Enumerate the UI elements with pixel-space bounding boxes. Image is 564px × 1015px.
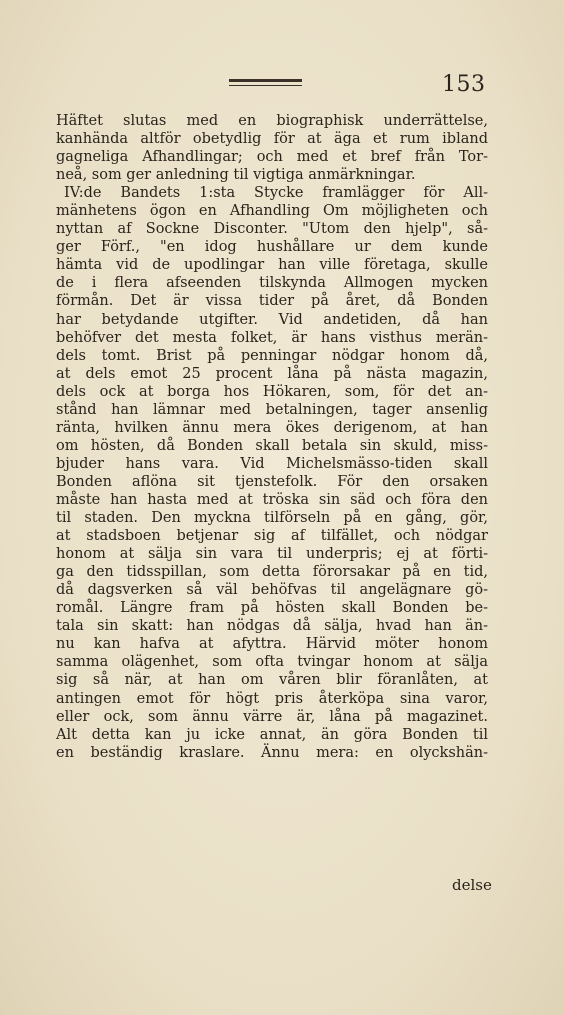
- page-number: 153: [442, 72, 486, 97]
- catchword: delse: [452, 876, 492, 894]
- text-line: nu kan hafva at afyttra. Härvid möter honom: [56, 636, 488, 653]
- text-line: behöfver det mesta folket, är hans visthus merän-: [56, 329, 488, 346]
- text-line: hämta vid de upodlingar han ville företaga, skulle: [56, 257, 488, 274]
- text-line: at dels emot 25 procent låna på nästa magazin,: [56, 365, 488, 382]
- text-line: romål. Längre fram på hösten skall Bonden be-: [56, 600, 488, 617]
- text-line: til staden. Den myckna tilförseln på en gång, gör,: [56, 510, 488, 527]
- text-line: honom at sälja sin vara til underpris; ej at förti-: [56, 546, 488, 563]
- text-line: Häftet slutas med en biographisk underrättelse,: [56, 113, 488, 129]
- text-line: tala sin skatt: han nödgas då sälja, hvad han än-: [56, 618, 488, 635]
- text-line: antingen emot för högt pris återköpa sina varor,: [56, 690, 488, 707]
- text-line: ger Förf., "en idog hushållare ur dem kunde: [56, 239, 488, 256]
- text-line: dels ock at borga hos Hökaren, som, för det an-: [56, 383, 488, 400]
- text-line: förmån. Det är vissa tider på året, då Bonden: [56, 293, 488, 310]
- text-line: eller ock, som ännu värre är, låna på magazinet.: [56, 708, 488, 725]
- text-line: om hösten, då Bonden skall betala sin skuld, miss-: [56, 437, 488, 454]
- text-line: dels tomt. Brist på penningar nödgar honom då,: [56, 347, 488, 364]
- text-line: har betydande utgifter. Vid andetiden, då han: [56, 311, 488, 328]
- text-line: då dagsverken så väl behöfvas til angelägnare gö-: [56, 582, 488, 599]
- header-rule: [229, 79, 302, 86]
- text-line: ränta, hvilken ännu mera ökes derigenom, at han: [56, 419, 488, 436]
- text-line: bjuder hans vara. Vid Michelsmässo-tiden skall: [56, 455, 488, 472]
- text-line: mänhetens ögon en Afhandling Om möjligheten och: [56, 203, 488, 220]
- text-line: en beständig kraslare. Ännu mera: en olyckshän-: [56, 744, 488, 761]
- text-line: gagneliga Afhandlingar; och med et bref från Tor-: [56, 149, 488, 166]
- text-line: IV:de Bandets 1:sta Stycke framlägger för All-: [64, 185, 488, 202]
- text-line: kanhända altför obetydlig för at äga et rum ibland: [56, 131, 488, 148]
- text-line: samma olägenhet, som ofta tvingar honom at sälja: [56, 654, 488, 671]
- text-line: at stadsboen betjenar sig af tilfället, och nödgar: [56, 528, 488, 545]
- text-line: nyttan af Sockne Disconter. "Utom den hjelp", så-: [56, 221, 488, 238]
- text-line: sig så när, at han om våren blir föranlåten, at: [56, 672, 488, 689]
- text-line: de i flera afseenden tilskynda Allmogen mycken: [56, 275, 488, 292]
- text-line: måste han hasta med at tröska sin säd och föra den: [56, 491, 488, 508]
- text-line: ga den tidsspillan, som detta förorsakar på en tid,: [56, 564, 488, 581]
- text-line: neå, som ger anledning til vigtiga anmärkningar.: [56, 167, 416, 184]
- text-line: Alt detta kan ju icke annat, än göra Bonden til: [56, 726, 488, 743]
- text-line: Bonden aflöna sit tjenstefolk. För den orsaken: [56, 473, 488, 490]
- body-text: [56, 112, 488, 762]
- text-line: stånd han lämnar med betalningen, tager ansenlig: [56, 401, 488, 418]
